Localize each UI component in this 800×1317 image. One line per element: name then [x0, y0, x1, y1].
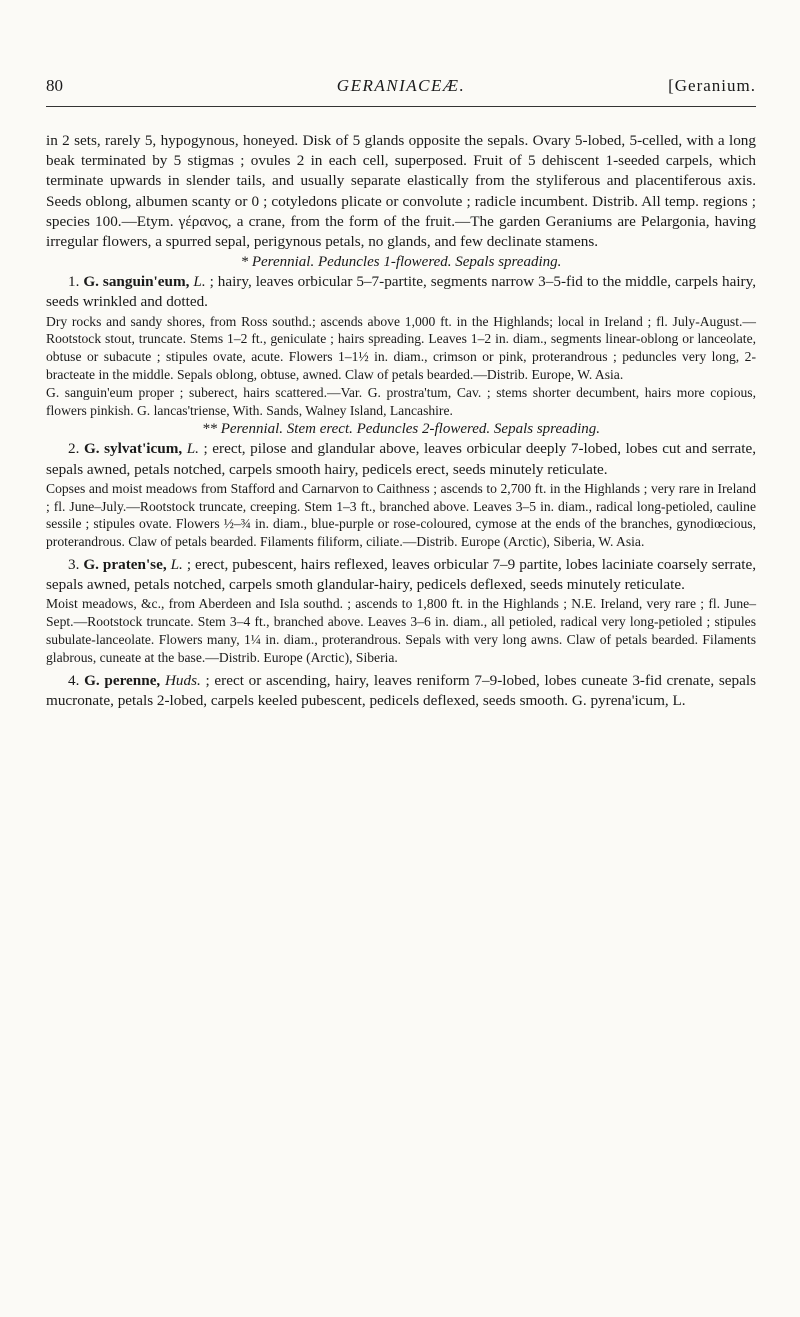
species-4-name: G. perenne, [84, 671, 161, 689]
species-3-details: Moist meadows, &c., from Aberdeen and Isla southd. ; ascends to 1,800 ft. in the Highlands ; N.E. Ireland, very rare ; fl. June–Sept.—Rootstock truncate. Stem 3–4 ft., branched above. Leaves 3–6 in. diam., all petioled, radical very long-petioled ; stipules subulate-lanceolate. Flowers many, 1¼ in. diam., proterandrous. Sepals with very long awns. Claw of petals bearded. Filaments glabrous, cuneate at the base.—Distrib. Europe (Arctic), Siberia. [46, 596, 756, 665]
species-1-author: L. [193, 273, 206, 291]
species-1-name: G. sanguin'eum, [83, 273, 190, 291]
species-3-name: G. praten'se, [83, 556, 167, 573]
species-3-description: ; erect, pubescent, hairs reflexed, leaves orbicular 7–9 partite, lobes laciniate coarsely serrate, sepals awned, petals notched, carpels smoth glandular-hairy, pedicels deflexed, seeds minutely reticulate. [46, 556, 757, 594]
species-4-diagnosis [46, 671, 756, 711]
page-body [46, 131, 756, 711]
species-2-number: 2. [68, 440, 80, 458]
book-page [0, 62, 800, 1317]
species-2-details: Copses and moist meadows from Stafford and Carnarvon to Caithness ; ascends to 2,700 ft. in the Highlands ; very rare in Ireland ; fl. June–July.—Rootstock truncate, creeping. Stem 1–3 ft., branched above. Leaves 3–5 in. diam., radical long-petioled, cauline sessile ; stipules ovate. Flowers ½–¾ in. diam., blue-purple or rose-coloured, cymose at the ends of the branches, gynodiœcious, proterandrous. Claw of petals bearded. Filaments filiform, ciliate.—Distrib. Europe (Arctic), Siberia, W. Asia. [46, 480, 756, 550]
species-1-number: 1. [68, 273, 80, 291]
species-1-varieties: G. sanguin'eum proper ; suberect, hairs scattered.—Var. G. prostra'tum, Cav. ; stems shorter decumbent, hairs more copious, flowers pinkish. G. lancas'triense, With. Sands, Walney Island, Lancashire. [46, 384, 756, 418]
section-heading-2: ** Perennial. Stem erect. Peduncles 2-flowered. Sepals spreading. [201, 421, 601, 438]
species-2-name: G. sylvat'icum, [83, 440, 183, 458]
species-2-description: ; erect, pilose and glandular above, leaves orbicular deeply 7-lobed, lobes cut and serrate, sepals awned, petals notched, carpels smooth hairy, pedicels erect, seeds minutely reticulate. [46, 440, 757, 478]
running-header [46, 62, 756, 107]
genus-header: [Geranium. [668, 76, 756, 95]
species-1-diagnosis [46, 272, 756, 312]
species-1-details: Dry rocks and sandy shores, from Ross southd.; ascends above 1,000 ft. in the Highlands; local in Ireland ; fl. July-August.—Rootstock stout, truncate. Stems 1–2 ft., geniculate ; hairs spreading. Leaves 1–2 in. diam., segments linear-oblong or lanceolate, obtuse or subacute ; stipules ovate, acute. Flowers 1–1½ in. diam., crimson or pink, proterandrous ; peduncles very long, 2-bracteate in the middle. Sepals oblong, obtuse, awned. Claw of petals bearded.—Distrib. Europe, W. Asia. [46, 313, 756, 383]
genus-description: in 2 sets, rarely 5, hypogynous, honeyed. Disk of 5 glands opposite the sepals. Ovary 5-lobed, 5-celled, with a long beak terminated by 5 stigmas ; ovules 2 in each cell, superposed. Fruit of 5 dehiscent 1-seeded carpels, which terminate upwards in slender tails, and usually separate elastically from the styliferous and placentiferous axis. Seeds oblong, albumen scanty or 0 ; cotyledons plicate or convolute ; radicle incumbent. Distrib. All temp. regions ; species 100.—Etym. γέρανος, a crane, from the form of the fruit.—The garden Geraniums are Pelargonia, having irregular flowers, a spurred sepal, perigynous petals, no glands, and few declinate stamens. [46, 132, 756, 251]
species-3-diagnosis [46, 555, 756, 595]
species-2-author: L. [186, 440, 199, 458]
species-3-number: 3. [68, 556, 80, 573]
section-heading-1: * Perennial. Peduncles 1-flowered. Sepals spreading. [240, 254, 562, 271]
species-4-author: Huds. [164, 671, 201, 689]
species-2-diagnosis [46, 439, 756, 479]
species-4-description: ; erect or ascending, hairy, leaves reniform 7–9-lobed, lobes cuneate 3-fid crenate, sepals mucronate, petals 2-lobed, carpels keeled pubescent, pedicels deflexed, seeds smooth. G. pyrena'icum, L. [46, 671, 756, 709]
page-number: 80 [46, 76, 63, 95]
species-1-description: ; hairy, leaves orbicular 5–7-partite, segments narrow 3–5-fid to the middle, carpels hairy, seeds wrinkled and dotted. [46, 273, 757, 311]
page-title: GERANIACEÆ. [336, 76, 466, 95]
species-3-author: L. [170, 556, 183, 573]
species-4-number: 4. [68, 671, 80, 689]
